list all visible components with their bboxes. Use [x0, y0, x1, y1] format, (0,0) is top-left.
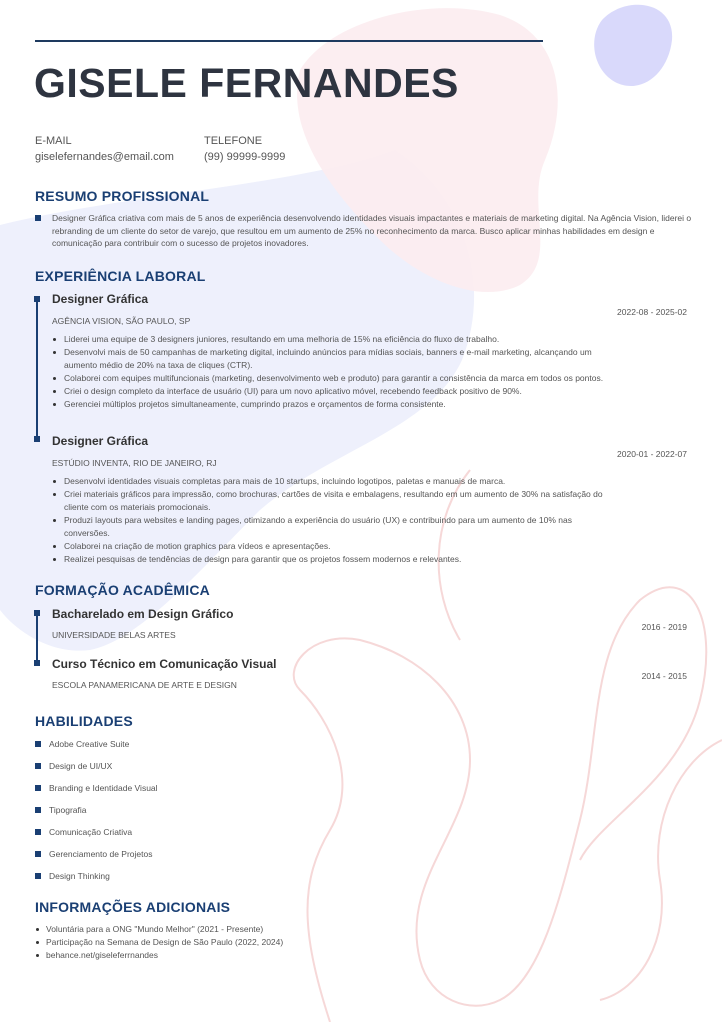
list-item: Produzi layouts para websites e landing pages, otimizando a experiência do usuário (UX) e contribuindo para um aumento de 10% nas conversões.: [64, 514, 614, 540]
education-heading: FORMAÇÃO ACADÊMICA: [35, 582, 210, 598]
skill-item: Comunicação Criativa: [49, 827, 133, 837]
timeline-cap: [34, 436, 40, 442]
job-2-company: ESTÚDIO INVENTA, RIO DE JANEIRO, RJ: [52, 458, 217, 468]
additional-list: [46, 923, 283, 962]
skill-bullet: [35, 785, 41, 791]
phone-label: TELEFONE: [204, 135, 263, 147]
experience-timeline: [36, 296, 38, 442]
summary-text: Designer Gráfica criativa com mais de 5 anos de experiência desenvolvendo identidades visuais impactantes e materiais de marketing digital. Na Agência Vision, liderei o rebranding de um cliente do setor de varejo, que resultou em um aumento de 25% no reconhecimento da marca. Busco aplicar minhas habilidades em design e comunicação para contribuir com o sucesso de projetos inovadores.: [52, 213, 692, 249]
list-item: Participação na Semana de Design de São Paulo (2022, 2024): [46, 937, 284, 947]
list-item: Voluntária para a ONG "Mundo Melhor" (2021 - Presente): [46, 923, 283, 936]
list-item: Desenvolvi identidades visuais completas para mais de 10 startups, incluindo logotipos, paletas e manuais de marca.: [64, 475, 614, 488]
additional-heading: INFORMAÇÕES ADICIONAIS: [35, 899, 231, 915]
list-item: Realizei pesquisas de tendências de design para garantir que os projetos fossem modernos e relevantes.: [64, 553, 614, 566]
job-1-company: AGÊNCIA VISION, SÃO PAULO, SP: [52, 316, 191, 326]
list-item: Liderei uma equipe de 3 designers juniores, resultando em uma melhoria de 15% na eficiência do fluxo de trabalho.: [64, 333, 614, 346]
job-2-bullets: [64, 475, 614, 566]
skill-bullet: [35, 763, 41, 769]
timeline-cap: [34, 660, 40, 666]
list-item[interactable]: behance.net/giseleferrnandes: [46, 949, 283, 962]
list-item: Criei materiais gráficos para impressão, como brochuras, cartões de visita e embalagens, resultando em um aumento de 30% na satisfação do cliente com os materiais promocionais.: [64, 488, 614, 514]
top-rule: [35, 40, 543, 42]
phone-block: [204, 133, 285, 165]
list-item: Criei o design completo da interface de usuário (UI) para um novo aplicativo móvel, recebendo feedback positivo de 90%.: [64, 385, 614, 398]
education-1-school: UNIVERSIDADE BELAS ARTES: [52, 630, 176, 640]
education-2-degree: Curso Técnico em Comunicação Visual: [52, 657, 277, 671]
skills-heading: HABILIDADES: [35, 713, 133, 729]
education-2-school: ESCOLA PANAMERICANA DE ARTE E DESIGN: [52, 680, 237, 690]
skill-item: Design de UI/UX: [49, 761, 113, 771]
education-2-dates: 2014 - 2015: [641, 671, 687, 681]
skill-bullet: [35, 873, 41, 879]
list-item: Gerenciei múltiplos projetos simultaneamente, cumprindo prazos e orçamentos de forma consistente.: [64, 398, 614, 411]
education-1-degree: Bacharelado em Design Gráfico: [52, 607, 234, 621]
candidate-name: GISELE FERNANDES: [34, 60, 459, 106]
skill-item: Tipografia: [49, 805, 87, 815]
job-1-bullets: [64, 333, 614, 411]
list-item: Colaborei com equipes multifuncionais (marketing, desenvolvimento web e produto) para garantir a consistência da marca em todos os pontos.: [64, 372, 614, 385]
skill-bullet: [35, 807, 41, 813]
email-value[interactable]: giselefernandes@email.com: [35, 151, 174, 163]
skill-bullet: [35, 851, 41, 857]
skill-bullet: [35, 829, 41, 835]
skill-bullet: [35, 741, 41, 747]
skill-item: Gerenciamento de Projetos: [49, 849, 153, 859]
skill-item: Branding e Identidade Visual: [49, 783, 158, 793]
phone-value: (99) 99999-9999: [204, 151, 286, 163]
summary-bullet: [35, 215, 41, 221]
job-1-dates: 2022-08 - 2025-02: [617, 307, 687, 317]
email-label: E-MAIL: [35, 135, 72, 147]
job-2-dates: 2020-01 - 2022-07: [617, 449, 687, 459]
education-timeline: [36, 610, 38, 666]
experience-heading: EXPERIÊNCIA LABORAL: [35, 268, 206, 284]
list-item: Colaborei na criação de motion graphics para vídeos e apresentações.: [64, 540, 614, 553]
email-block: [35, 133, 174, 165]
list-item: Desenvolvi mais de 50 campanhas de marketing digital, incluindo anúncios para mídias sociais, banners e e-mail marketing, alcançando um aumento médio de 20% na taxa de cliques (CTR).: [64, 346, 614, 372]
education-1-dates: 2016 - 2019: [641, 622, 687, 632]
job-1-title: Designer Gráfica: [52, 292, 149, 306]
summary-heading: RESUMO PROFISSIONAL: [35, 188, 210, 204]
job-2-title: Designer Gráfica: [52, 434, 149, 448]
skill-item: Adobe Creative Suite: [49, 739, 130, 749]
skill-item: Design Thinking: [49, 871, 110, 881]
